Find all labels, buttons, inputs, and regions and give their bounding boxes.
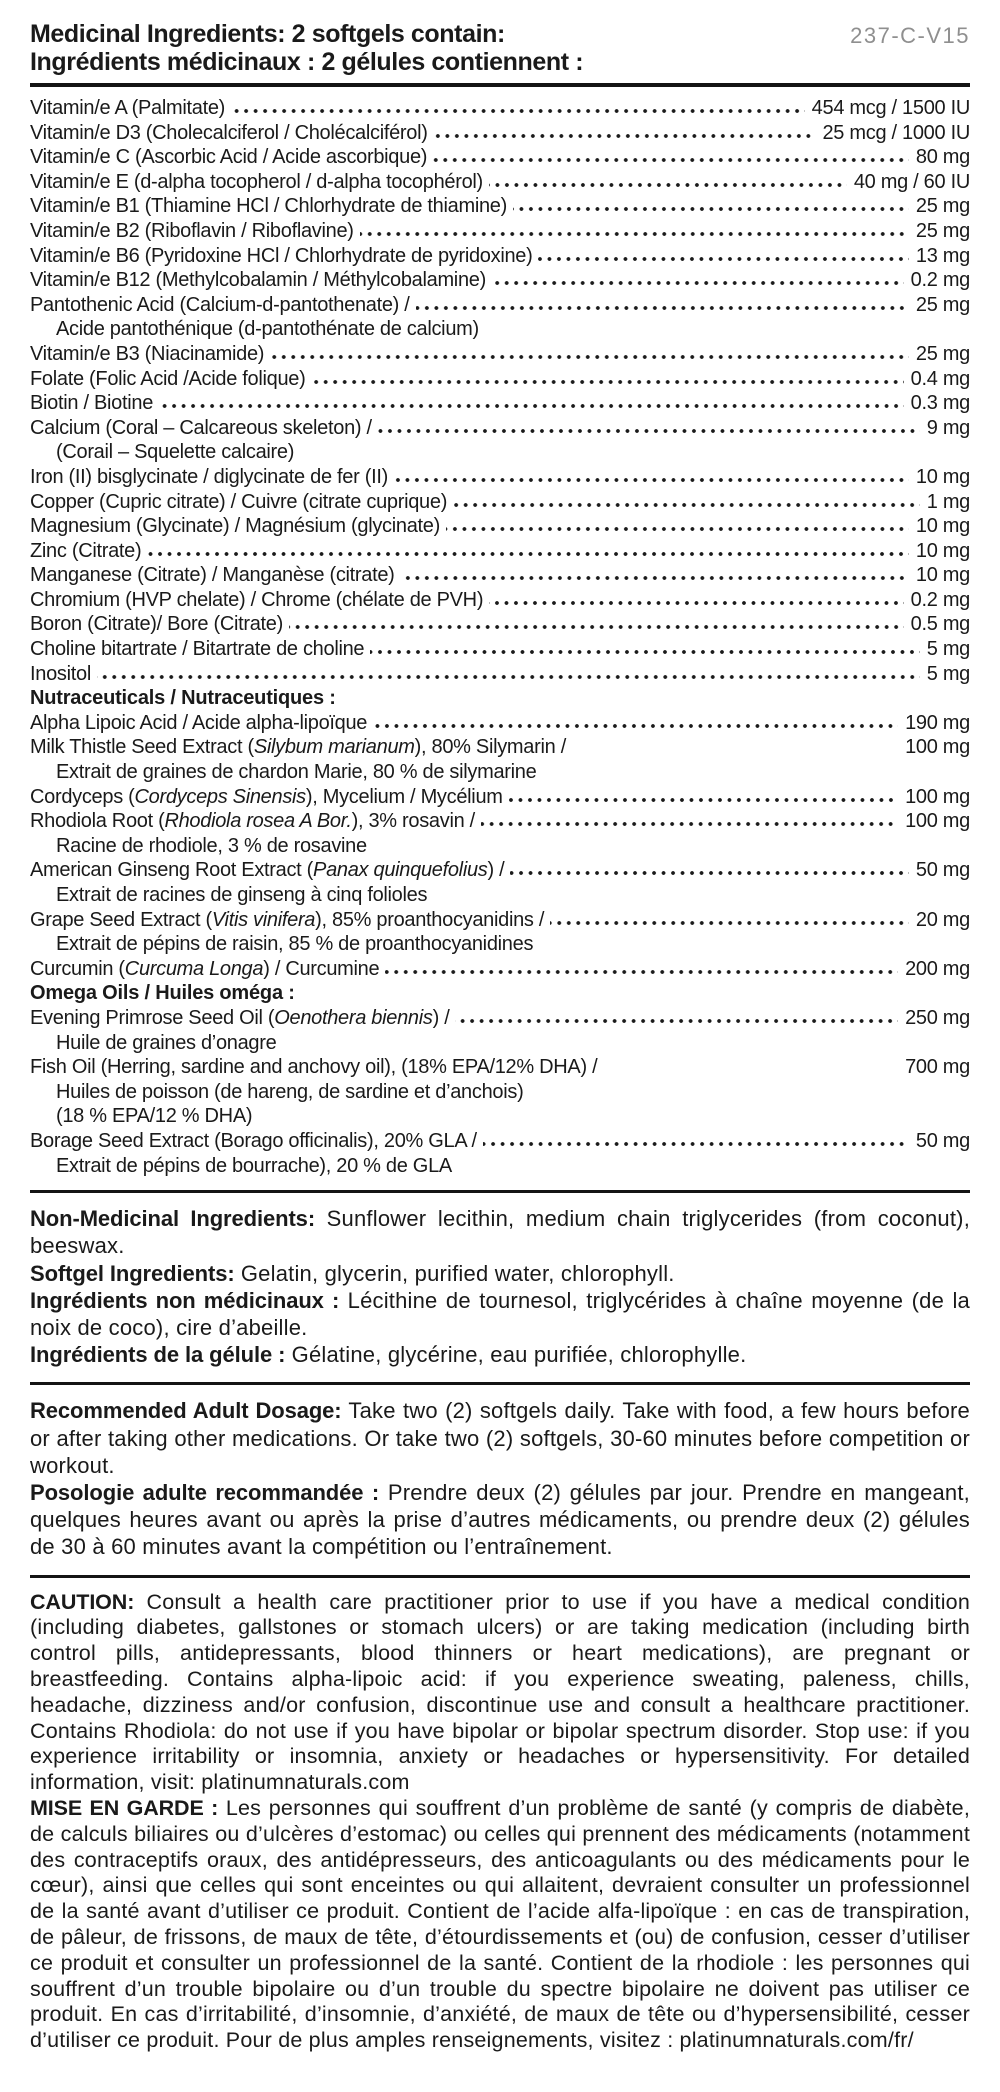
dot-leader	[492, 280, 904, 286]
ingredient-name: Zinc (Citrate)	[30, 539, 142, 562]
ingredient-amount: 25 mg	[915, 293, 970, 316]
ingredient-amount: 25 mcg / 1000 IU	[822, 121, 970, 144]
dot-leader	[453, 502, 920, 508]
dot-leader	[147, 551, 909, 557]
ingredient-amount: 454 mcg / 1500 IU	[811, 97, 970, 119]
ingredient-name: Iron (II) bisglycinate / diglycinate de fer (II)	[30, 465, 388, 488]
ingredient-row	[30, 490, 970, 515]
panel-title-en: Medicinal Ingredients: 2 softgels contain:	[30, 20, 505, 48]
ingredient-row	[30, 1006, 970, 1031]
dot-leader	[373, 723, 898, 729]
paragraph-text: Sunflower lecithin, medium chain triglycerides (from coconut), beeswax.	[30, 1206, 971, 1259]
paragraph-lead: Softgel Ingredients:	[30, 1260, 235, 1286]
ingredient-row	[30, 908, 970, 933]
dot-leader	[385, 969, 898, 975]
ingredient-row	[30, 465, 970, 490]
ingredient-row	[30, 121, 970, 146]
paragraph-lead: Non-Medicinal Ingredients:	[30, 1206, 316, 1232]
ingredient-row	[30, 612, 970, 637]
ingredient-amount: 5 mg	[926, 638, 970, 661]
ingredient-subline: Racine de rhodiole, 3 % de rosavine	[56, 834, 367, 857]
panel-titles	[30, 20, 583, 76]
paragraph	[30, 1796, 970, 2054]
ingredient-amount: 25 mg	[915, 342, 970, 365]
ingredient-row	[30, 735, 970, 760]
ingredient-row	[30, 342, 970, 367]
ingredient-row	[30, 244, 970, 269]
ingredient-amount: 50 mg	[915, 1129, 970, 1152]
ingredient-name: Vitamin/e B3 (Niacinamide)	[30, 342, 265, 365]
paragraph-lead: Posologie adulte recommandée :	[30, 1479, 380, 1505]
dot-leader	[394, 477, 909, 483]
paragraph-lead: MISE EN GARDE :	[30, 1795, 219, 1820]
ingredient-name: Choline bitartrate / Bitartrate de choline	[30, 638, 365, 661]
paragraph-lead: Ingrédients de la gélule :	[30, 1342, 286, 1368]
ingredient-amount: 0.3 mg	[910, 392, 970, 415]
ingredient-amount: 0.2 mg	[910, 269, 970, 292]
dot-leader	[538, 256, 908, 262]
ingredient-amount: 10 mg	[915, 564, 970, 587]
dot-leader	[446, 526, 909, 532]
ingredient-row	[30, 293, 970, 318]
ingredient-amount: 0.5 mg	[910, 613, 970, 636]
ingredient-row	[30, 367, 970, 392]
dot-leader	[481, 821, 898, 827]
ingredient-amount: 40 mg / 60 IU	[853, 170, 970, 193]
ingredient-amount: 700 mg	[905, 1056, 970, 1079]
ingredient-row	[30, 416, 970, 441]
ingredient-row	[30, 514, 970, 539]
paragraph	[30, 1479, 970, 1561]
paragraph	[30, 1260, 970, 1287]
ingredient-row	[30, 170, 970, 195]
panel-title-fr: Ingrédients médicinaux : 2 gélules contiennent :	[30, 48, 584, 76]
paragraph	[30, 1287, 970, 1341]
dot-leader	[416, 305, 909, 311]
ingredient-name: Magnesium (Glycinate) / Magnésium (glycinate)	[30, 515, 440, 538]
ingredient-name: Boron (Citrate)/ Bore (Citrate)	[30, 613, 283, 636]
ingredient-subline: Acide pantothénique (d-pantothénate de calcium)	[56, 318, 479, 341]
ingredient-row	[30, 785, 970, 810]
ingredient-subline: Extrait de pépins de bourrache), 20 % de GLA	[56, 1154, 452, 1177]
ingredient-row	[30, 858, 970, 883]
paragraph	[30, 1341, 970, 1368]
paragraph	[30, 1590, 970, 1796]
ingredient-row	[30, 957, 970, 982]
ingredient-row	[30, 539, 970, 564]
ingredient-amount: 20 mg	[915, 908, 970, 931]
dot-leader	[510, 870, 909, 876]
ingredient-name: Copper (Cupric citrate) / Cuivre (citrate cuprique)	[30, 490, 448, 513]
ingredient-name: Curcumin (Curcuma Longa) / Curcumine	[30, 957, 380, 980]
ingredient-name: Biotin / Biotine	[30, 392, 154, 415]
paragraph-text: Les personnes qui souffrent d’un problème de santé (y compris de diabète, de calculs biliaires ou d’ulcères d’estomac) ou celles qui prennent des médicaments (notamment des contraceptifs oraux, des antidépresseurs, des anticoagulants ou des médicaments pour le cœur), ainsi que celles qui sont enceintes ou qui allaitent, devraient consulter un professionnel de la santé avant d’utiliser ce produit. Contient de l’acide alfa-lipoïque : en cas de transpiration, de pâleur, de frissons, de maux de tête, d’étourdissements et (ou) de confusion, cesser d’utiliser ce produit et consulter un professionnel de la santé. Contient de la rhodiole : les personnes qui souffrent d’un trouble bipolaire ou d’un trouble du spectre bipolaire ne doivent pas utiliser ce produit. En cas d’irritabilité, d’insomnie, d’anxiété, de maux de tête ou d’hypersensibilité, cesser d’utiliser ce produit. Pour de plus amples renseignements, visitez : platinumnaturals.com/fr/	[30, 1795, 971, 2053]
ingredient-row	[30, 96, 970, 121]
dot-leader	[483, 1141, 909, 1147]
dot-leader	[370, 649, 919, 655]
ingredient-name: Rhodiola Root (Rhodiola rosea A Bor.), 3% rosavin /	[30, 810, 475, 833]
ingredient-row	[30, 809, 970, 834]
group-heading: Nutraceuticals / Nutraceutiques :	[30, 687, 336, 710]
ingredient-name: Milk Thistle Seed Extract (Silybum marianum), 80% Silymarin /	[30, 736, 566, 759]
paragraph-lead: Recommended Adult Dosage:	[30, 1398, 342, 1424]
ingredient-amount: 10 mg	[915, 465, 970, 488]
ingredient-amount: 1 mg	[926, 490, 970, 513]
ingredient-row	[30, 145, 970, 170]
paragraph-text: Lécithine de tournesol, triglycérides à chaîne moyenne (de la noix de coco), cire d’abeille.	[30, 1287, 970, 1340]
ingredient-amount: 9 mg	[926, 416, 970, 439]
non-medicinal-section	[30, 1193, 970, 1382]
dot-leader	[433, 157, 909, 163]
ingredient-row	[30, 1129, 970, 1154]
caution-section	[30, 1578, 970, 2058]
ingredient-subline: (Corail – Squelette calcaire)	[56, 441, 295, 464]
dot-leader	[489, 600, 903, 606]
ingredient-name: Borage Seed Extract (Borago officinalis), 20% GLA /	[30, 1129, 477, 1152]
ingredient-subline: Huile de graines d’onagre	[56, 1031, 277, 1054]
paragraph-lead: CAUTION:	[30, 1589, 135, 1614]
ingredient-name: Cordyceps (Cordyceps Sinensis), Mycelium / Mycélium	[30, 785, 503, 808]
ingredient-row	[30, 711, 970, 736]
ingredient-name: Vitamin/e C (Ascorbic Acid / Acide ascorbique)	[30, 146, 428, 169]
dot-leader	[455, 1018, 898, 1024]
ingredient-name: Vitamin/e B1 (Thiamine HCl / Chlorhydrate de thiamine)	[30, 195, 507, 218]
paragraph-text: Gélatine, glycérine, eau purifiée, chlorophylle.	[285, 1342, 747, 1368]
ingredient-name: Chromium (HVP chelate) / Chrome (chélate de PVH)	[30, 588, 484, 611]
panel-header	[30, 14, 970, 83]
ingredient-amount: 50 mg	[915, 859, 970, 882]
ingredient-amount: 5 mg	[926, 662, 970, 685]
ingredient-name: Vitamin/e E (d-alpha tocopherol / d-alpha tocophérol)	[30, 170, 483, 193]
ingredient-amount: 10 mg	[915, 515, 970, 538]
ingredient-name: Calcium (Coral – Calcareous skeleton) /	[30, 416, 372, 439]
ingredient-row	[30, 219, 970, 244]
ingredient-amount: 25 mg	[915, 219, 970, 242]
paragraph	[30, 1397, 970, 1479]
dot-leader	[289, 624, 904, 630]
paragraph-text: Prendre deux (2) gélules par jour. Prendre en mangeant, quelques heures avant ou après la prise d’autres médicaments, ou prendre deux (2) gélules de 30 à 60 minutes avant la compétition ou l’entraînement.	[30, 1479, 970, 1560]
ingredient-row	[30, 194, 970, 219]
ingredient-amount: 190 mg	[905, 711, 970, 734]
paragraph-text: Gelatin, glycerin, purified water, chlorophyll.	[234, 1260, 675, 1286]
ingredients-table	[30, 87, 970, 1190]
dot-leader	[509, 797, 898, 803]
ingredient-amount: 200 mg	[905, 957, 970, 980]
dot-leader	[401, 575, 909, 581]
dot-leader	[550, 920, 909, 926]
ingredient-amount: 0.2 mg	[910, 588, 970, 611]
ingredient-row	[30, 563, 970, 588]
dosage-section	[30, 1385, 970, 1574]
dot-leader	[97, 674, 920, 680]
ingredient-name: Alpha Lipoic Acid / Acide alpha-lipoïque	[30, 711, 368, 734]
paragraph-text: Consult a health care practitioner prior to use if you have a medical condition (including diabetes, gallstones or stomach ulcers) or are taking medication (including birth control pills, antidepressants, blood thinners or heart medications), are pregnant or breastfeeding. Contains alpha-lipoic acid: if you experience sweating, paleness, chills, headache, dizziness and/or confusion, discontinue use and consult a healthcare practitioner. Contains Rhodiola: do not use if you have bipolar or bipolar spectrum disorder. Stop use: if you experience irritability or insomnia, anxiety or headaches or hypersensitivity. For detailed information, visit: platinumnaturals.com	[30, 1589, 970, 1795]
ingredient-amount: 250 mg	[905, 1006, 970, 1029]
ingredient-subline: Extrait de racines de ginseng à cinq folioles	[56, 884, 428, 906]
ingredient-name: Fish Oil (Herring, sardine and anchovy oil), (18% EPA/12% DHA) /	[30, 1056, 598, 1079]
dot-leader	[434, 133, 816, 139]
ingredient-name: Grape Seed Extract (Vitis vinifera), 85% proanthocyanidins /	[30, 908, 545, 931]
ingredient-subline: Extrait de graines de chardon Marie, 80 % de silymarine	[56, 761, 537, 784]
ingredient-amount: 100 mg	[905, 785, 970, 808]
paragraph	[30, 1205, 970, 1259]
ingredient-subline: Extrait de pépins de raisin, 85 % de proanthocyanidines	[56, 933, 534, 956]
ingredient-name: Pantothenic Acid (Calcium-d-pantothenate) /	[30, 293, 410, 316]
ingredient-row	[30, 662, 970, 687]
ingredient-subline: (18 % EPA/12 % DHA)	[56, 1105, 253, 1128]
dot-leader	[231, 108, 805, 114]
dot-leader	[513, 206, 909, 212]
ingredient-name: American Ginseng Root Extract (Panax quinquefolius) /	[30, 859, 505, 882]
ingredient-name: Manganese (Citrate) / Manganèse (citrate)	[30, 564, 395, 587]
ingredient-name: Evening Primrose Seed Oil (Oenothera biennis) /	[30, 1006, 450, 1029]
ingredient-amount: 100 mg	[905, 810, 970, 833]
ingredient-row	[30, 268, 970, 293]
dot-leader	[360, 231, 909, 237]
dot-leader	[270, 354, 909, 360]
ingredient-name: Folate (Folic Acid /Acide folique)	[30, 367, 306, 390]
paragraph-text: Take two (2) softgels daily. Take with food, a few hours before or after taking other medications. Or take two (2) softgels, 30-60 minutes before competition or workout.	[30, 1398, 970, 1478]
ingredient-amount: 25 mg	[915, 195, 970, 218]
dot-leader	[378, 428, 920, 434]
ingredient-amount: 13 mg	[915, 244, 970, 267]
ingredient-name: Vitamin/e D3 (Cholecalciferol / Cholécalciférol)	[30, 121, 428, 144]
dot-leader	[311, 379, 903, 385]
ingredient-amount: 0.4 mg	[910, 367, 970, 390]
ingredient-name: Inositol	[30, 662, 91, 685]
ingredient-amount: 80 mg	[915, 146, 970, 169]
ingredient-amount: 10 mg	[915, 539, 970, 562]
ingredient-subline: Huiles de poisson (de hareng, de sardine et d’anchois)	[56, 1080, 524, 1103]
ingredient-name: Vitamin/e B6 (Pyridoxine HCl / Chlorhydrate de pyridoxine)	[30, 244, 533, 267]
ingredient-name: Vitamin/e A (Palmitate)	[30, 97, 226, 119]
ingredient-row	[30, 391, 970, 416]
paragraph-lead: Ingrédients non médicinaux :	[30, 1287, 340, 1313]
ingredient-name: Vitamin/e B12 (Methylcobalamin / Méthylcobalamine)	[30, 269, 486, 292]
ingredient-amount: 100 mg	[905, 736, 970, 759]
label-version-code: 237-C-V15	[850, 23, 970, 48]
ingredient-row	[30, 637, 970, 662]
group-heading: Omega Oils / Huiles oméga :	[30, 982, 295, 1005]
ingredient-row	[30, 588, 970, 613]
ingredient-name: Vitamin/e B2 (Riboflavin / Riboflavine)	[30, 219, 354, 242]
ingredient-row	[30, 1055, 970, 1080]
dot-leader	[489, 182, 847, 188]
dot-leader	[159, 403, 904, 409]
